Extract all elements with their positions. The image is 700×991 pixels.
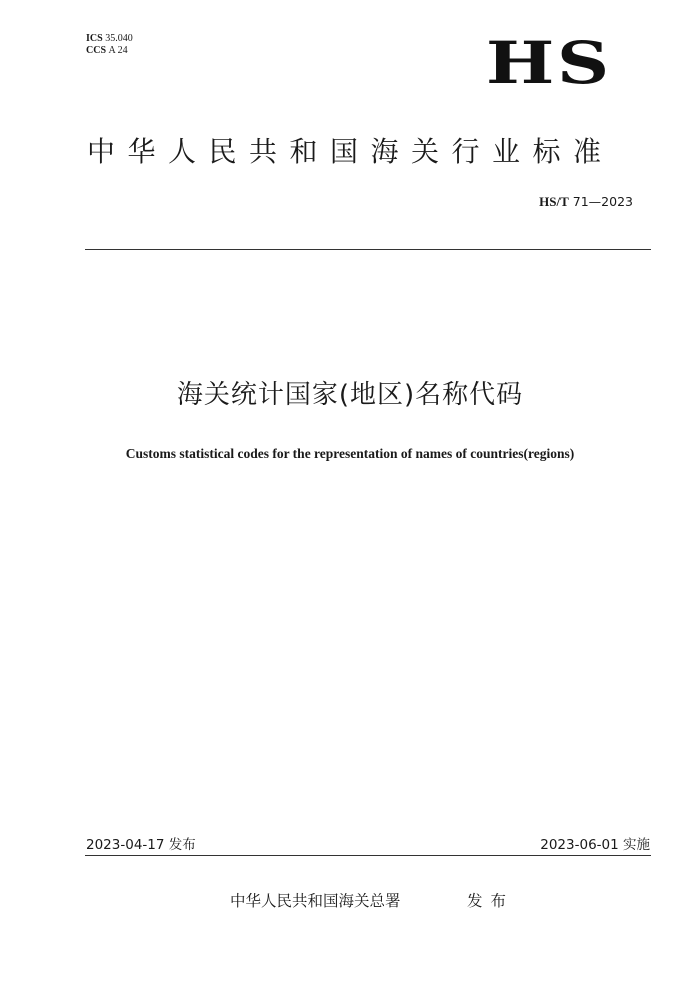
ccs-value: A 24 [108,45,128,56]
classification-codes [86,33,133,57]
issuing-authority: 中华人民共和国海关总署 [230,892,401,910]
ics-code [86,33,133,45]
document-title-english: Customs statistical codes for the representation of names of countries(regions) [125,446,575,461]
top-divider [85,249,651,250]
hs-logo: HS [486,29,612,97]
standard-category-title: 中华人民共和国海关行业标准 [87,135,614,168]
ics-label: ICS [86,33,103,44]
standard-number-prefix: HS/T [539,194,569,209]
bottom-divider [85,855,651,856]
implementation-date: 2023-06-01 实施 [540,837,650,853]
document-title-chinese: 海关统计国家(地区)名称代码 [176,380,524,410]
issue-date: 2023-04-17 发布 [86,837,196,853]
ccs-code [86,45,133,57]
standard-number-value: 71—2023 [572,194,633,209]
ccs-label: CCS [86,45,107,56]
issuing-action: 发布 [467,892,515,910]
standard-number [539,194,633,210]
ics-value: 35.040 [105,33,133,44]
